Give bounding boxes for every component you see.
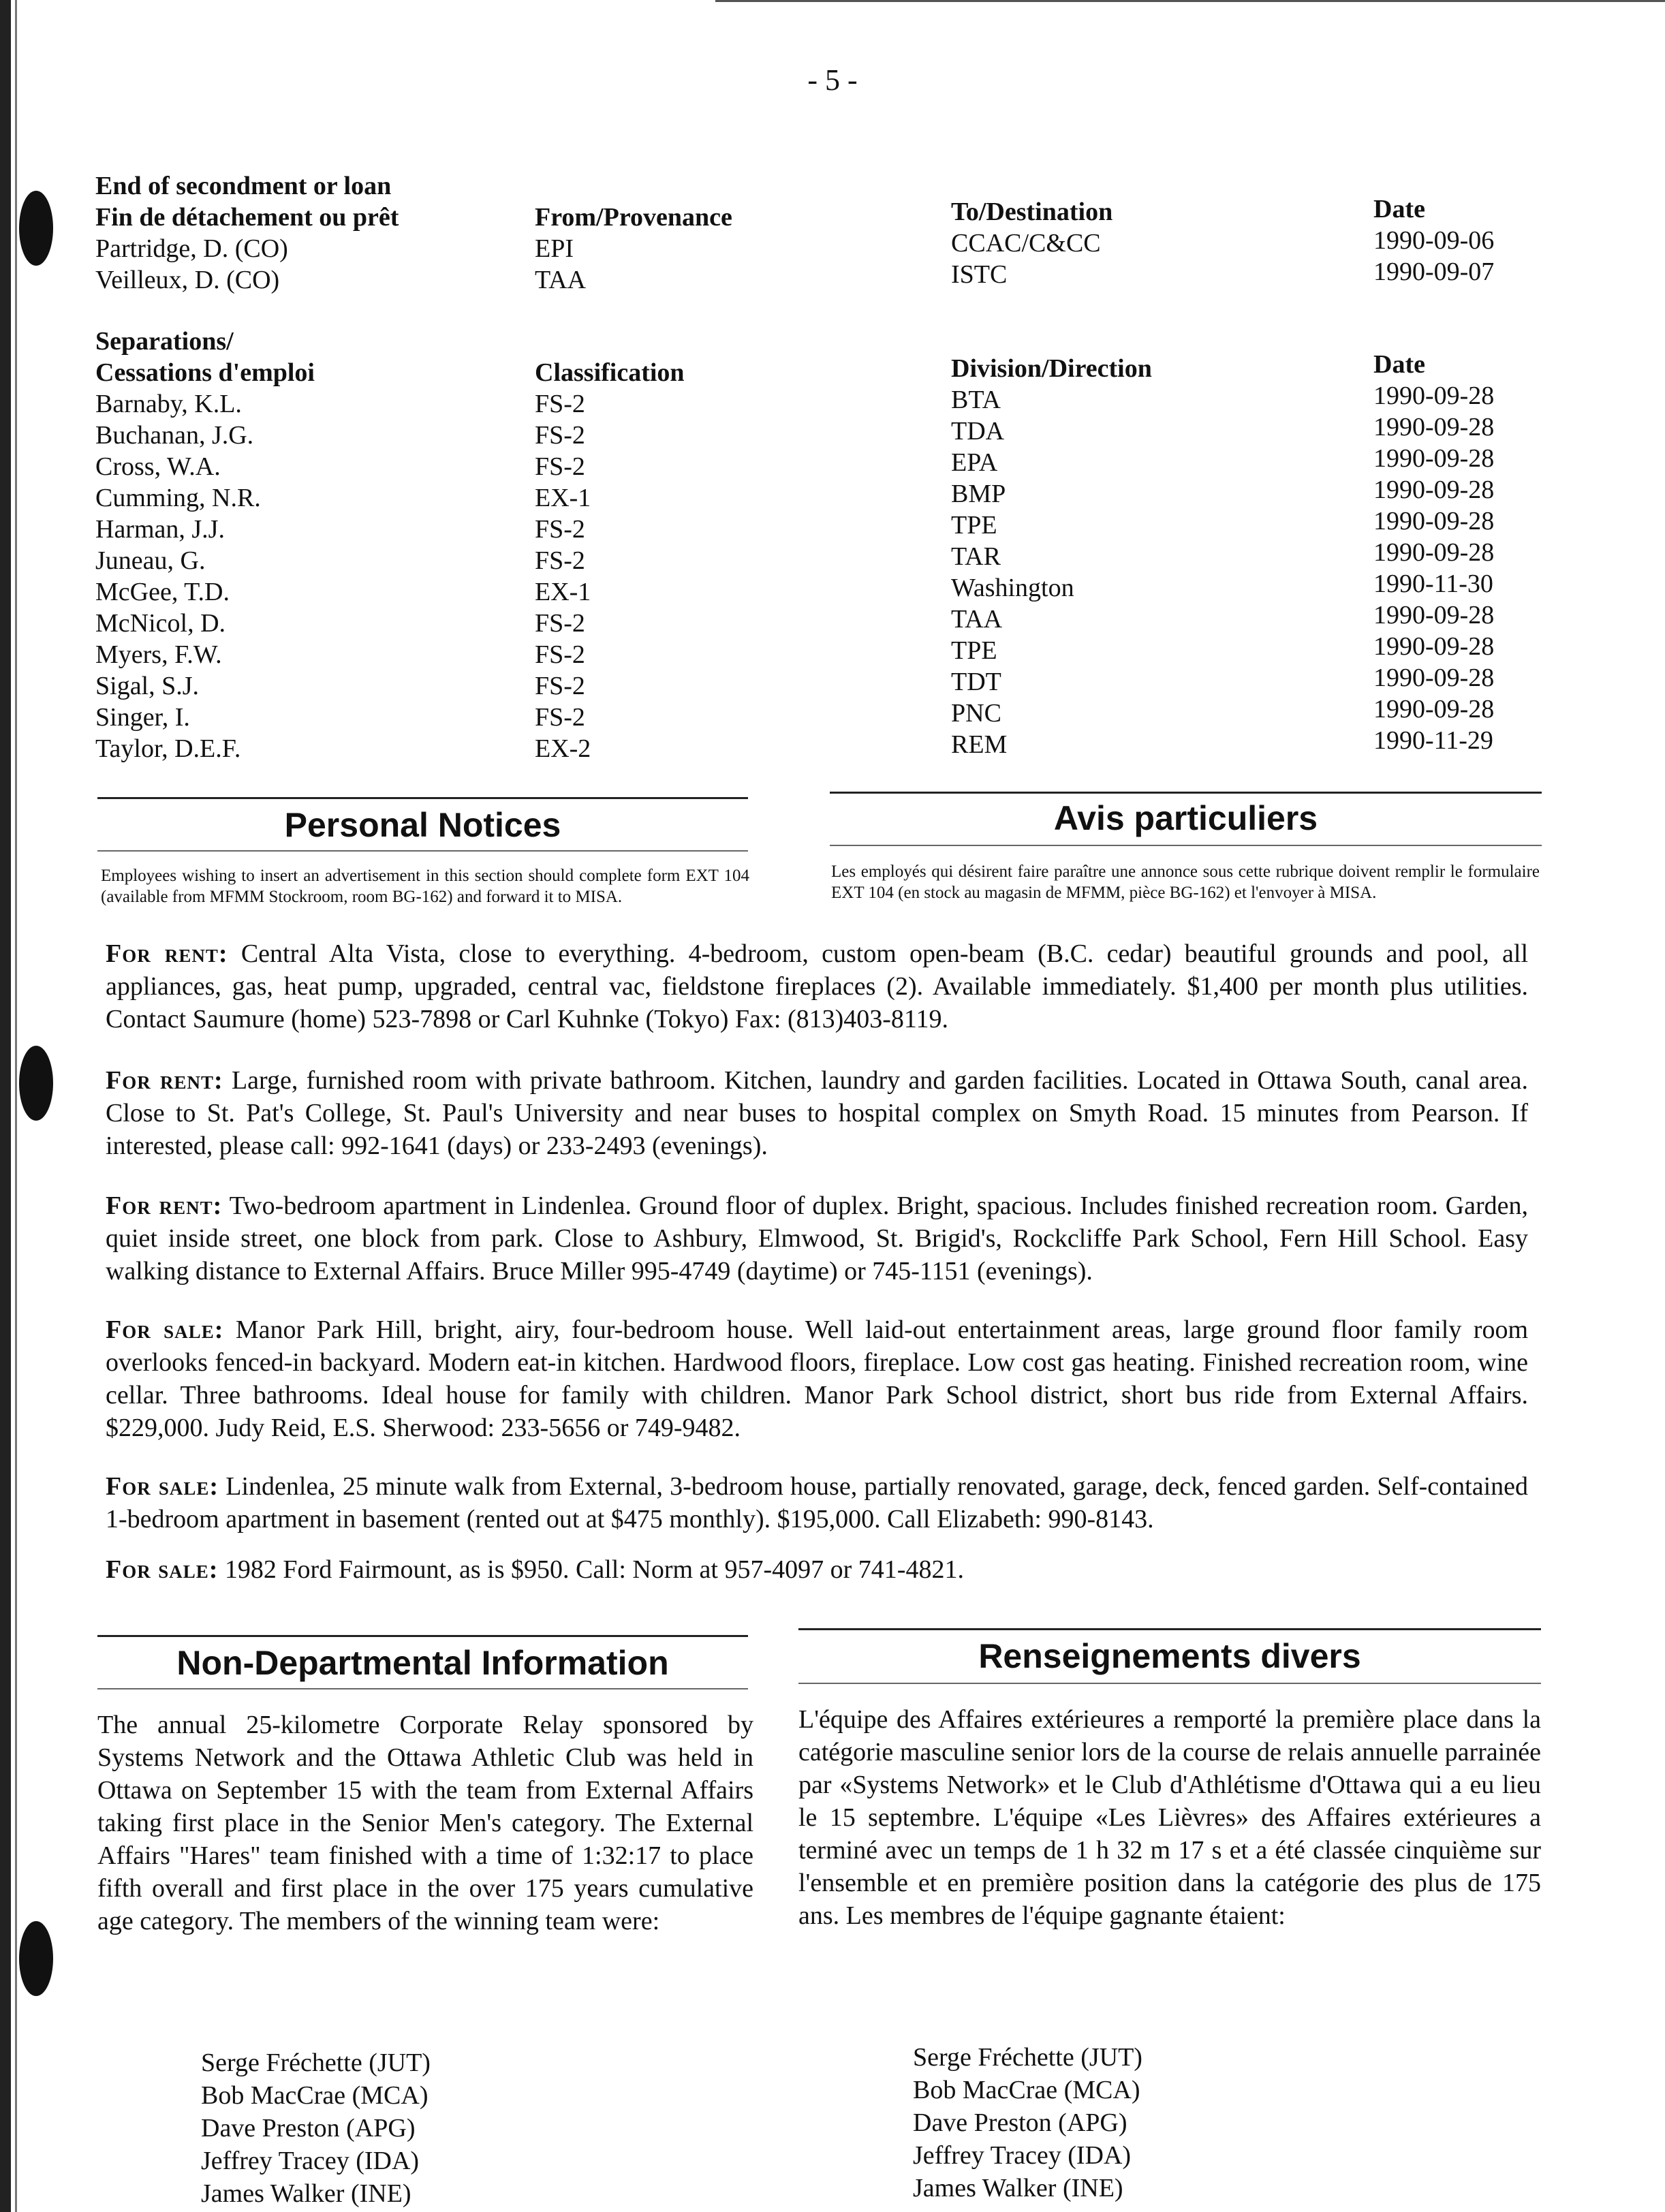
cell-classification: FS-2	[535, 452, 585, 481]
team-list-french	[913, 2041, 1142, 2205]
list-item: Dave Preston (APG)	[201, 2114, 416, 2143]
cell-date: 1990-09-28	[1373, 444, 1495, 473]
separations-section	[95, 326, 1526, 764]
cell-date: 1990-09-28	[1373, 632, 1495, 661]
ad-item	[106, 1064, 1528, 1162]
table-row	[95, 538, 1526, 576]
cell-division: Washington	[951, 574, 1074, 602]
cell-classification: EX-2	[535, 734, 591, 763]
intro-english: Employees wishing to insert an advertisement in this section should complete form EXT 104 (available from MFMM Stockroom, room BG-162) and forward it to MISA.	[101, 867, 749, 906]
list-item: James Walker (INE)	[913, 2174, 1123, 2202]
separations-title-fr: Cessations d'emploi	[95, 358, 315, 387]
cell-date: 1990-09-28	[1373, 695, 1495, 723]
table-row	[95, 507, 1526, 545]
list-item: Bob MacCrae (MCA)	[201, 2081, 429, 2110]
cell-classification: EX-1	[535, 578, 591, 606]
cell-from: EPI	[535, 234, 574, 263]
cell-division: TAA	[951, 605, 1003, 634]
secondment-section	[95, 170, 1526, 296]
ad-label: For rent:	[106, 939, 228, 968]
cell-classification: FS-2	[535, 640, 585, 669]
table-row	[95, 601, 1526, 639]
cell-date: 1990-11-30	[1373, 570, 1493, 598]
binder-edge-line	[15, 0, 17, 2212]
table-row	[95, 381, 1526, 420]
cell-date: 1990-11-29	[1373, 726, 1493, 755]
cell-classification: FS-2	[535, 546, 585, 575]
ad-label: For sale:	[106, 1472, 219, 1501]
cell-division: TDT	[951, 668, 1001, 696]
cell-name: Partridge, D. (CO)	[95, 234, 288, 263]
secondment-title-en: End of secondment or loan	[95, 172, 392, 200]
ad-item	[106, 937, 1528, 1035]
list-item: Bob MacCrae (MCA)	[913, 2076, 1140, 2104]
heading-renseignements-divers: Renseignements divers	[978, 1637, 1361, 1675]
list-item: Serge Fréchette (JUT)	[913, 2043, 1142, 2072]
cell-date: 1990-09-28	[1373, 381, 1495, 410]
cell-name: Cumming, N.R.	[95, 484, 261, 512]
table-row	[95, 226, 1526, 264]
secondment-title-fr: Fin de détachement ou prêt	[95, 203, 399, 232]
cell-division: TPE	[951, 636, 997, 665]
table-row	[95, 632, 1526, 670]
ad-label: For rent:	[106, 1066, 223, 1095]
cell-from: TAA	[535, 266, 587, 294]
ad-item	[106, 1553, 1528, 1586]
cell-name: Harman, J.J.	[95, 515, 225, 544]
rule-under-avis	[830, 845, 1542, 846]
intro-french: Les employés qui désirent faire paraître une annonce sous cette rubrique doivent remplir le formulaire EXT 104 (en stock au magasin de MFMM, pièce BG-162) et l'envoyer à MISA.	[831, 862, 1540, 902]
cell-classification: FS-2	[535, 421, 585, 450]
relay-text-english: The annual 25-kilometre Corporate Relay sponsored by Systems Network and the Ottawa Athletic Club was held in Ottawa on September 15 with the team from External Affairs taking first place in the Senior Men's category. The External Affairs "Hares" team finished with a time of 1:32:17 to place fifth overall and first place in the over 175 years cumulative age category. The members of the winning team were:	[97, 1711, 753, 1935]
cell-name: McGee, T.D.	[95, 578, 230, 606]
cell-division: TPE	[951, 511, 997, 540]
cell-classification: FS-2	[535, 390, 585, 418]
heading-non-departmental: Non-Departmental Information	[176, 1644, 669, 1682]
ad-item	[106, 1470, 1528, 1536]
heading-personal-notices: Personal Notices	[284, 806, 561, 844]
list-item: Dave Preston (APG)	[913, 2108, 1127, 2137]
list-item: Serge Fréchette (JUT)	[201, 2049, 431, 2077]
cell-name: Myers, F.W.	[95, 640, 222, 669]
cell-division: REM	[951, 730, 1008, 759]
cell-date: 1990-09-28	[1373, 601, 1495, 629]
header-date: Date	[1373, 195, 1425, 223]
cell-division: PNC	[951, 699, 1001, 728]
cell-name: Barnaby, K.L.	[95, 390, 242, 418]
cell-date: 1990-09-28	[1373, 664, 1495, 692]
cell-date: 1990-09-28	[1373, 507, 1495, 535]
ad-label: For sale:	[106, 1555, 219, 1584]
cell-date: 1990-09-28	[1373, 413, 1495, 441]
cell-date: 1990-09-28	[1373, 476, 1495, 504]
heading-avis-particuliers: Avis particuliers	[1053, 799, 1318, 837]
cell-classification: EX-1	[535, 484, 591, 512]
cell-to: ISTC	[951, 260, 1008, 289]
table-row	[95, 413, 1526, 451]
cell-name: Taylor, D.E.F.	[95, 734, 241, 763]
list-item: Jeffrey Tracey (IDA)	[913, 2141, 1132, 2170]
rule-non-departmental	[97, 1635, 748, 1637]
cell-classification: FS-2	[535, 609, 585, 638]
relay-text-french: L'équipe des Affaires extérieures a remporté la première place dans la catégorie masculine senior lors de la course de relais annuelle parrainée par «Systems Network» et le Club d'Athlétisme d'Ottawa qui a eu lieu le 15 septembre. L'équipe «Les Lièvres» des Affaires extérieures a terminé avec un temps de 1 h 32 m 17 s et a été classée cinquième sur l'ensemble et en première position dans la catégorie des plus de 175 ans. Les membres de l'équipe gagnante étaient:	[798, 1705, 1541, 1930]
top-edge-line	[715, 0, 1665, 2]
table-row	[95, 258, 1526, 296]
cell-name: Sigal, S.J.	[95, 672, 200, 700]
separations-title-en: Separations/	[95, 327, 234, 356]
cell-date: 1990-09-07	[1373, 258, 1495, 286]
ad-text: 1982 Ford Fairmount, as is $950. Call: Norm at 957-4097 or 741-4821.	[224, 1555, 964, 1584]
header-from: From/Provenance	[535, 203, 732, 232]
ad-text: Lindenlea, 25 minute walk from External, 3-bedroom house, partially renovated, garage, deck, fenced garden. Self-contained 1-bedroom apartment in basement (rented out at $475 monthly). $195,000. Call Elizabeth: 990-8143.	[106, 1472, 1529, 1533]
table-row	[95, 726, 1526, 764]
cell-name: Juneau, G.	[95, 546, 206, 575]
team-list-english	[201, 2046, 431, 2210]
table-row	[95, 444, 1526, 482]
rule-under-non-departmental	[97, 1688, 748, 1689]
cell-name: McNicol, D.	[95, 609, 226, 638]
cell-division: BMP	[951, 480, 1006, 508]
rule-under-personal	[97, 850, 748, 852]
ad-text: Central Alta Vista, close to everything. 4-bedroom, custom open-beam (B.C. cedar) beautiful grounds and pool, all appliances, gas, heat pump, upgraded, central vac, fieldstone fireplaces (2). Available immediately. $1,400 per month plus utilities. Contact Saumure (home) 523-7898 or Carl Kuhnke (Tokyo) Fax: (813)403-8119.	[106, 939, 1528, 1033]
rule-renseignements	[798, 1628, 1541, 1630]
punch-hole-top	[19, 191, 53, 266]
rule-avis-particuliers	[830, 792, 1542, 794]
cell-name: Buchanan, J.G.	[95, 421, 254, 450]
cell-date: 1990-09-06	[1373, 226, 1495, 255]
cell-name: Veilleux, D. (CO)	[95, 266, 280, 294]
table-row	[95, 695, 1526, 733]
cell-division: EPA	[951, 448, 998, 477]
cell-division: TAR	[951, 542, 1001, 571]
ad-label: For sale:	[106, 1315, 224, 1344]
ad-text: Manor Park Hill, bright, airy, four-bedroom house. Well laid-out entertainment areas, large ground floor family room overlooks fenced-in backyard. Modern eat-in kitchen. Hardwood floors, fireplace. Low cost gas heating. Finished recreation room, wine cellar. Three bathrooms. Ideal house for family with children. Manor Park School district, short bus ride from External Affairs. $229,000. Judy Reid, E.S. Sherwood: 233-5656 or 749-9482.	[106, 1315, 1529, 1442]
list-item: Jeffrey Tracey (IDA)	[201, 2147, 420, 2175]
cell-name: Cross, W.A.	[95, 452, 221, 481]
cell-division: BTA	[951, 386, 1001, 414]
cell-classification: FS-2	[535, 703, 585, 732]
ad-text: Large, furnished room with private bathroom. Kitchen, laundry and garden facilities. Located in Ottawa South, canal area. Close to St. Pat's College, St. Paul's University and near buses to hospital complex on Smyth Road. 15 minutes from Pearson. If interested, please call: 992-1641 (days) or 233-2493 (evenings).	[106, 1066, 1528, 1160]
list-item: James Walker (INE)	[201, 2179, 411, 2208]
cell-to: CCAC/C&CC	[951, 229, 1101, 258]
cell-classification: FS-2	[535, 672, 585, 700]
table-row	[95, 664, 1526, 702]
ad-text: Two-bedroom apartment in Lindenlea. Ground floor of duplex. Bright, spacious. Includes finished recreation room. Garden, quiet inside street, one block from park. Close to Ashbury, Elmwood, St. Brigid's, Rockcliffe Park School, Fern Hill School. Easy walking distance to External Affairs. Bruce Miller 995-4749 (daytime) or 745-1151 (evenings).	[106, 1191, 1528, 1286]
ad-item	[106, 1313, 1528, 1444]
punch-hole-bottom	[19, 1921, 53, 1996]
ad-item	[106, 1189, 1528, 1288]
header-to: To/Destination	[951, 198, 1113, 226]
rule-under-renseignements	[798, 1683, 1541, 1684]
ad-label: For rent:	[106, 1191, 223, 1220]
page-number: - 5 -	[807, 63, 858, 97]
table-row	[95, 476, 1526, 514]
cell-date: 1990-09-28	[1373, 538, 1495, 567]
header-division: Division/Direction	[951, 354, 1152, 383]
cell-division: TDA	[951, 417, 1005, 446]
header-date: Date	[1373, 350, 1425, 379]
cell-classification: FS-2	[535, 515, 585, 544]
rule-personal-notices	[97, 797, 748, 799]
table-row	[95, 570, 1526, 608]
punch-hole-middle	[19, 1046, 53, 1121]
binder-edge	[0, 0, 11, 2212]
cell-name: Singer, I.	[95, 703, 190, 732]
header-classification: Classification	[535, 358, 685, 387]
